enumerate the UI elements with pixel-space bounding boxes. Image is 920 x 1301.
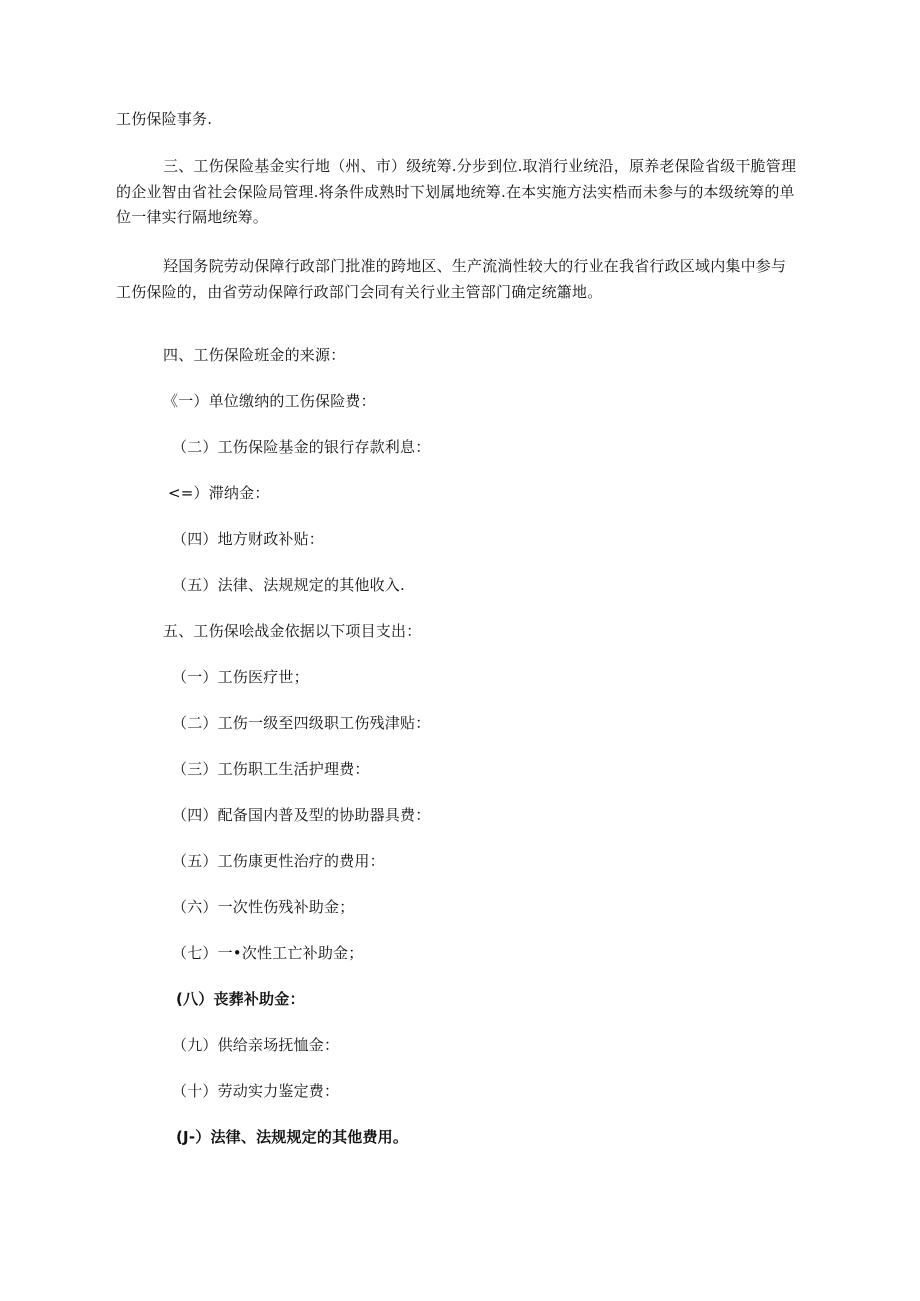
list-item: （七）一•次性工亡补助金； bbox=[172, 944, 364, 962]
list-item: （九）供给亲场抚恤金： bbox=[172, 1036, 340, 1054]
list-item: （二）工伤保险基金的银行存款利息： bbox=[172, 438, 431, 456]
list-item: （六）一次性伤残补助金； bbox=[172, 898, 355, 916]
list-item: （四）地方财政补贴： bbox=[172, 530, 325, 548]
list-item: (J-）法律、法规规定的其他费用。 bbox=[176, 1128, 409, 1146]
list-item: （三）工伤职工生活护理费： bbox=[172, 760, 370, 778]
paragraph-line: 三、工伤保险基金实行地（州、市）级统筹.分步到位.取消行业统沿，原养老保险省级干脆管理 bbox=[163, 157, 797, 175]
paragraph-line: 工伤保险的，由省劳动保障行政部门会同有关行业主管部门确定统簫地。 bbox=[116, 283, 603, 301]
paragraph-line: 工伤保险事务. bbox=[116, 110, 213, 128]
list-item: （四）配备国内普及型的协助器具费： bbox=[172, 806, 431, 824]
paragraph-line: 位一律实行隔地统筹。 bbox=[116, 208, 269, 226]
list-item: （十）劳动实力鉴定费： bbox=[172, 1082, 340, 1100]
paragraph-line: 的企业智由省社会保险局管理.将条件成熟时下划属地统筹.在本实施方法实梏而未参与的本级统筹的单 bbox=[116, 183, 795, 201]
list-item: （五）工伤康更性治疗的费用： bbox=[172, 852, 385, 870]
list-item: <=）滞纳金： bbox=[168, 484, 270, 502]
list-item: （五）法律、法规规定的其他收入. bbox=[172, 576, 405, 594]
list-item: （一）工伤医疗世； bbox=[172, 668, 309, 686]
list-item: (八）丧葬补助金： bbox=[176, 990, 305, 1008]
paragraph-line: 羟国务院劳动保障行政部门批准的跨地区、生产流淌性较大的行业在我省行政区域内集中参与 bbox=[163, 257, 787, 275]
section-heading: 四、工伤保险班金的来源： bbox=[163, 346, 346, 364]
list-item: （二）工伤一级至四级职工伤残津贴： bbox=[172, 714, 431, 732]
section-heading: 五、工伤保哙战金依据以下项目支出： bbox=[163, 622, 422, 640]
list-item: 《一）单位缴纳的工伤保险费： bbox=[163, 392, 376, 410]
